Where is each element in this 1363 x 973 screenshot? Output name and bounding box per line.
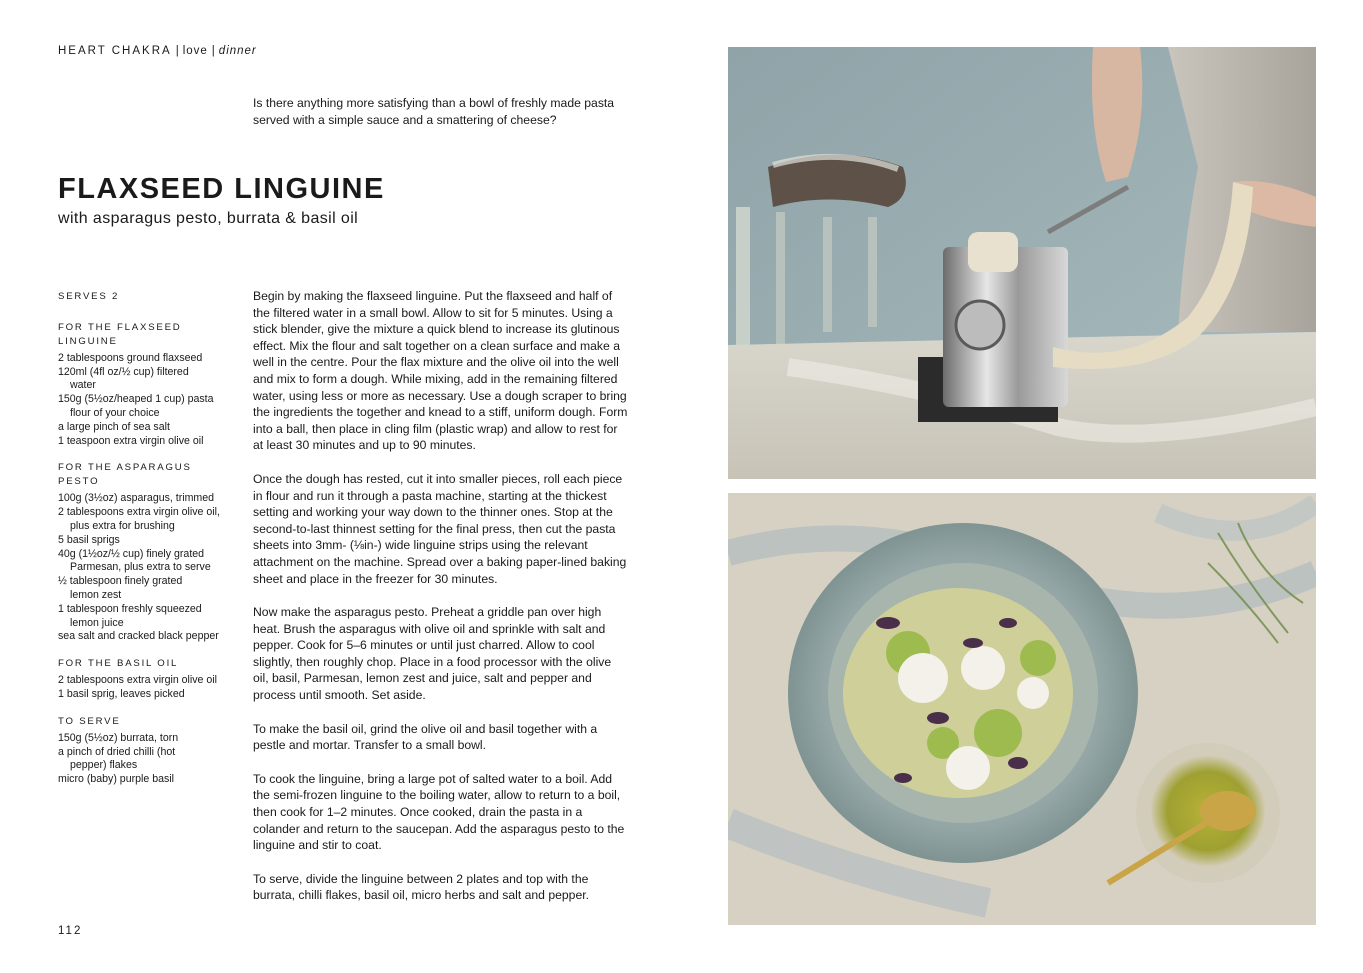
ingredient-item: 1 teaspoon extra virgin olive oil [58,434,204,447]
ingredient-group-heading: FOR THE FLAXSEED LINGUINE [58,321,182,347]
separator: | [175,45,179,57]
ingredient-group-heading: FOR THE BASIL OIL [58,658,179,670]
ingredient-item: a pinch of dried chilli (hot pepper) flakes [58,745,176,772]
ingredient-item: 1 tablespoon freshly squeezed lemon juice [58,602,202,629]
ingredient-item: 120ml (4fl oz/½ cup) filtered water [58,365,189,392]
running-head [58,45,257,57]
method-step: Now make the asparagus pesto. Preheat a griddle pan over high heat. Brush the asparagus with olive oil and sprinkle with salt and pepper. Cook for 5–6 minutes or until just charred. Allow to cool slightly, then roughly chop. Place in a food processor with the olive oil, basil, Parmesan, lemon zest and juice, salt and pepper and process until smooth. Set aside. [253,605,612,703]
recipe-title: FLAXSEED LINGUINE [58,173,385,205]
meal-label: dinner [218,45,257,57]
ingredient-item: 150g (5½oz) burrata, torn [58,731,179,744]
method-step: To cook the linguine, bring a large pot of salted water to a boil. Add the semi-frozen linguine to the boiling water, allow to return to a boil, then cook for 1–2 minutes. Once cooked, drain the pasta in a colander and return to the saucepan. Add the asparagus pesto to the linguine and stir to coat. [253,771,625,853]
ingredient-item: 2 tablespoons extra virgin olive oil [58,674,217,687]
method-step: Begin by making the flaxseed linguine. Put the flaxseed and half of the filtered water in a small bowl. Allow to sit for 5 minutes. Using a stick blender, give the mixture a quick blend to increase its glutinous effect. Mix the flour and salt together on a clean surface and make a well in the centre. Pour the flax mixture and the olive oil into the well and mix to form a dough. While mixing, add in the remaining filtered water, using less or more as necessary. Use a dough scraper to bring the ingredients the together and knead to a stiff, uniform dough. Form into a ball, then place in cling film (plastic wrap) and allow to rest for at least 30 minutes and up to 90 minutes. [253,289,628,453]
ingredient-group [58,321,233,449]
ingredient-item: a large pinch of sea salt [58,420,170,433]
ingredient-item: ½ tablespoon finely grated lemon zest [58,575,183,601]
method-step: Once the dough has rested, cut it into smaller pieces, roll each piece in flour and run it through a pasta machine, starting at the thickest setting and working your way down to the thinner ones. Stop at the second-to-last thinnest setting for the final press, then cut the pasta sheets into 3mm- (⅛in-) wide linguine strips using the relevant attachment on the machine. Spread over a baking paper-lined baking sheet and place in the freezer for 30 minutes. [253,471,627,586]
ingredient-item: 100g (3½oz) asparagus, trimmed [58,492,215,505]
plated-linguine-photo [728,493,1316,925]
ingredient-item: 40g (1½oz/½ cup) finely grated Parmesan, plus extra to serve [58,547,211,574]
ingredient-item: 2 tablespoons extra virgin olive oil, plus extra for brushing [58,506,220,532]
pasta-machine-photo [728,47,1316,479]
ingredient-group [58,715,233,787]
intro-text: Is there anything more satisfying than a bowl of freshly made pasta served with a simple sauce and a smattering of cheese? [253,96,615,127]
serves-label: SERVES 2 [58,291,120,302]
method-column [253,288,628,921]
ingredient-item: micro (baby) purple basil [58,773,174,786]
ingredient-item: 150g (5½oz/heaped 1 cup) pasta flour of your choice [58,393,214,419]
ingredient-item: 5 basil sprigs [58,533,120,546]
separator: | [211,45,215,57]
method-step: To make the basil oil, grind the olive oil and basil together with a pestle and mortar. Transfer to a small bowl. [253,721,598,753]
ingredient-group [58,657,233,702]
page-number: 112 [58,925,83,937]
theme-label: love [182,45,208,57]
method-step: To serve, divide the linguine between 2 plates and top with the burrata, chilli flakes, basil oil, micro herbs and salt and pepper. [253,871,590,903]
ingredient-group [58,461,233,644]
recipe-subtitle: with asparagus pesto, burrata & basil oil [58,210,359,227]
ingredient-item: 2 tablespoons ground flaxseed [58,351,203,364]
ingredient-item: 1 basil sprig, leaves picked [58,687,185,700]
section-label: HEART CHAKRA [58,45,172,57]
ingredient-group-heading: FOR THE ASPARAGUS PESTO [58,462,192,488]
ingredients-column [58,290,233,800]
ingredient-group-heading: TO SERVE [58,715,121,727]
ingredient-item: sea salt and cracked black pepper [58,630,219,643]
